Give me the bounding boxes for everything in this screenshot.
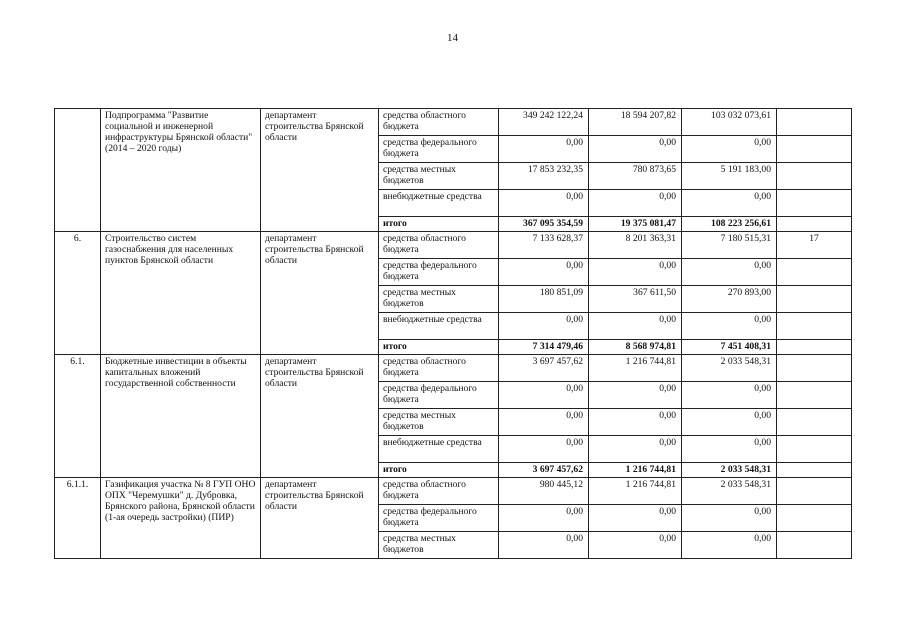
amount-3: 0,00 bbox=[682, 436, 777, 463]
amount-3: 0,00 bbox=[682, 259, 777, 286]
item-code: 6. bbox=[55, 232, 101, 355]
funding-source: средства местных бюджетов bbox=[379, 409, 499, 436]
funding-source: внебюджетные средства bbox=[379, 190, 499, 217]
amount-1: 0,00 bbox=[499, 409, 589, 436]
amount-3: 0,00 bbox=[682, 136, 777, 163]
amount-2: 367 611,50 bbox=[589, 286, 682, 313]
item-executor: департамент строительства Брянской области bbox=[261, 478, 379, 559]
amount-1: 17 853 232,35 bbox=[499, 163, 589, 190]
empty-cell bbox=[777, 436, 852, 463]
funding-source: внебюджетные средства bbox=[379, 313, 499, 340]
indicator-ref bbox=[777, 478, 852, 505]
empty-cell bbox=[777, 313, 852, 340]
funding-source: средства областного бюджета bbox=[379, 109, 499, 136]
budget-table bbox=[54, 108, 852, 559]
amount-1: 0,00 bbox=[499, 313, 589, 340]
amount-3: 2 033 548,31 bbox=[682, 478, 777, 505]
amount-2: 0,00 bbox=[589, 436, 682, 463]
amount-2: 0,00 bbox=[589, 190, 682, 217]
funding-source: средства областного бюджета bbox=[379, 478, 499, 505]
amount-1: 367 095 354,59 bbox=[499, 217, 589, 232]
amount-2: 780 873,65 bbox=[589, 163, 682, 190]
item-name: Бюджетные инвестиции в объекты капитальных вложений государственной собственности bbox=[101, 355, 261, 478]
amount-1: 7 133 628,37 bbox=[499, 232, 589, 259]
table-row bbox=[55, 355, 852, 382]
amount-1: 180 851,09 bbox=[499, 286, 589, 313]
empty-cell bbox=[777, 505, 852, 532]
amount-3: 5 191 183,00 bbox=[682, 163, 777, 190]
amount-3: 2 033 548,31 bbox=[682, 355, 777, 382]
amount-2: 0,00 bbox=[589, 382, 682, 409]
amount-1: 0,00 bbox=[499, 382, 589, 409]
item-executor: департамент строительства Брянской области bbox=[261, 355, 379, 478]
amount-3: 7 180 515,31 bbox=[682, 232, 777, 259]
amount-1: 980 445,12 bbox=[499, 478, 589, 505]
amount-1: 3 697 457,62 bbox=[499, 463, 589, 478]
amount-3: 0,00 bbox=[682, 313, 777, 340]
page-number: 14 bbox=[447, 32, 458, 44]
amount-1: 7 314 479,46 bbox=[499, 340, 589, 355]
item-executor: департамент строительства Брянской области bbox=[261, 232, 379, 355]
empty-cell bbox=[777, 163, 852, 190]
amount-2: 0,00 bbox=[589, 532, 682, 559]
amount-2: 1 216 744,81 bbox=[589, 355, 682, 382]
amount-1: 3 697 457,62 bbox=[499, 355, 589, 382]
table-row bbox=[55, 232, 852, 259]
amount-2: 19 375 081,47 bbox=[589, 217, 682, 232]
indicator-ref bbox=[777, 355, 852, 382]
empty-cell bbox=[777, 217, 852, 232]
item-code: 6.1.1. bbox=[55, 478, 101, 559]
empty-cell bbox=[777, 190, 852, 217]
funding-source: средства федерального бюджета bbox=[379, 505, 499, 532]
amount-2: 0,00 bbox=[589, 259, 682, 286]
empty-cell bbox=[777, 409, 852, 436]
table-body bbox=[55, 109, 852, 559]
amount-1: 0,00 bbox=[499, 136, 589, 163]
amount-2: 1 216 744,81 bbox=[589, 463, 682, 478]
empty-cell bbox=[777, 286, 852, 313]
funding-source: средства федерального бюджета bbox=[379, 136, 499, 163]
indicator-ref bbox=[777, 109, 852, 136]
amount-3: 108 223 256,61 bbox=[682, 217, 777, 232]
item-code bbox=[55, 109, 101, 232]
funding-source: итого bbox=[379, 217, 499, 232]
amount-2: 0,00 bbox=[589, 136, 682, 163]
amount-1: 0,00 bbox=[499, 505, 589, 532]
indicator-ref: 17 bbox=[777, 232, 852, 259]
amount-3: 0,00 bbox=[682, 409, 777, 436]
amount-3: 0,00 bbox=[682, 190, 777, 217]
funding-source: итого bbox=[379, 463, 499, 478]
funding-source: средства федерального бюджета bbox=[379, 259, 499, 286]
funding-source: средства областного бюджета bbox=[379, 355, 499, 382]
funding-source: внебюджетные средства bbox=[379, 436, 499, 463]
amount-3: 0,00 bbox=[682, 382, 777, 409]
amount-1: 349 242 122,24 bbox=[499, 109, 589, 136]
empty-cell bbox=[777, 259, 852, 286]
amount-1: 0,00 bbox=[499, 190, 589, 217]
amount-3: 2 033 548,31 bbox=[682, 463, 777, 478]
funding-source: средства местных бюджетов bbox=[379, 532, 499, 559]
amount-1: 0,00 bbox=[499, 436, 589, 463]
funding-source: средства федерального бюджета bbox=[379, 382, 499, 409]
amount-1: 0,00 bbox=[499, 259, 589, 286]
item-name: Газификация участка № 8 ГУП ОНО ОПХ "Черемушки" д. Дубровка, Брянского района, Брянской области (1-ая очередь застройки) (ПИР) bbox=[101, 478, 261, 559]
funding-source: средства местных бюджетов bbox=[379, 286, 499, 313]
item-name: Строительство систем газоснабжения для населенных пунктов Брянской области bbox=[101, 232, 261, 355]
item-executor: департамент строительства Брянской области bbox=[261, 109, 379, 232]
table-row bbox=[55, 478, 852, 505]
amount-2: 0,00 bbox=[589, 505, 682, 532]
amount-2: 0,00 bbox=[589, 409, 682, 436]
empty-cell bbox=[777, 136, 852, 163]
table-row bbox=[55, 109, 852, 136]
empty-cell bbox=[777, 340, 852, 355]
amount-3: 0,00 bbox=[682, 505, 777, 532]
amount-2: 18 594 207,82 bbox=[589, 109, 682, 136]
empty-cell bbox=[777, 532, 852, 559]
amount-2: 8 201 363,31 bbox=[589, 232, 682, 259]
amount-3: 7 451 408,31 bbox=[682, 340, 777, 355]
funding-source: итого bbox=[379, 340, 499, 355]
item-name: Подпрограмма "Развитие социальной и инженерной инфраструктуры Брянской области" (2014 – 2020 годы) bbox=[101, 109, 261, 232]
amount-3: 270 893,00 bbox=[682, 286, 777, 313]
amount-2: 8 568 974,81 bbox=[589, 340, 682, 355]
amount-3: 0,00 bbox=[682, 532, 777, 559]
funding-source: средства областного бюджета bbox=[379, 232, 499, 259]
amount-2: 0,00 bbox=[589, 313, 682, 340]
amount-1: 0,00 bbox=[499, 532, 589, 559]
funding-source: средства местных бюджетов bbox=[379, 163, 499, 190]
amount-3: 103 032 073,61 bbox=[682, 109, 777, 136]
empty-cell bbox=[777, 463, 852, 478]
amount-2: 1 216 744,81 bbox=[589, 478, 682, 505]
item-code: 6.1. bbox=[55, 355, 101, 478]
empty-cell bbox=[777, 382, 852, 409]
